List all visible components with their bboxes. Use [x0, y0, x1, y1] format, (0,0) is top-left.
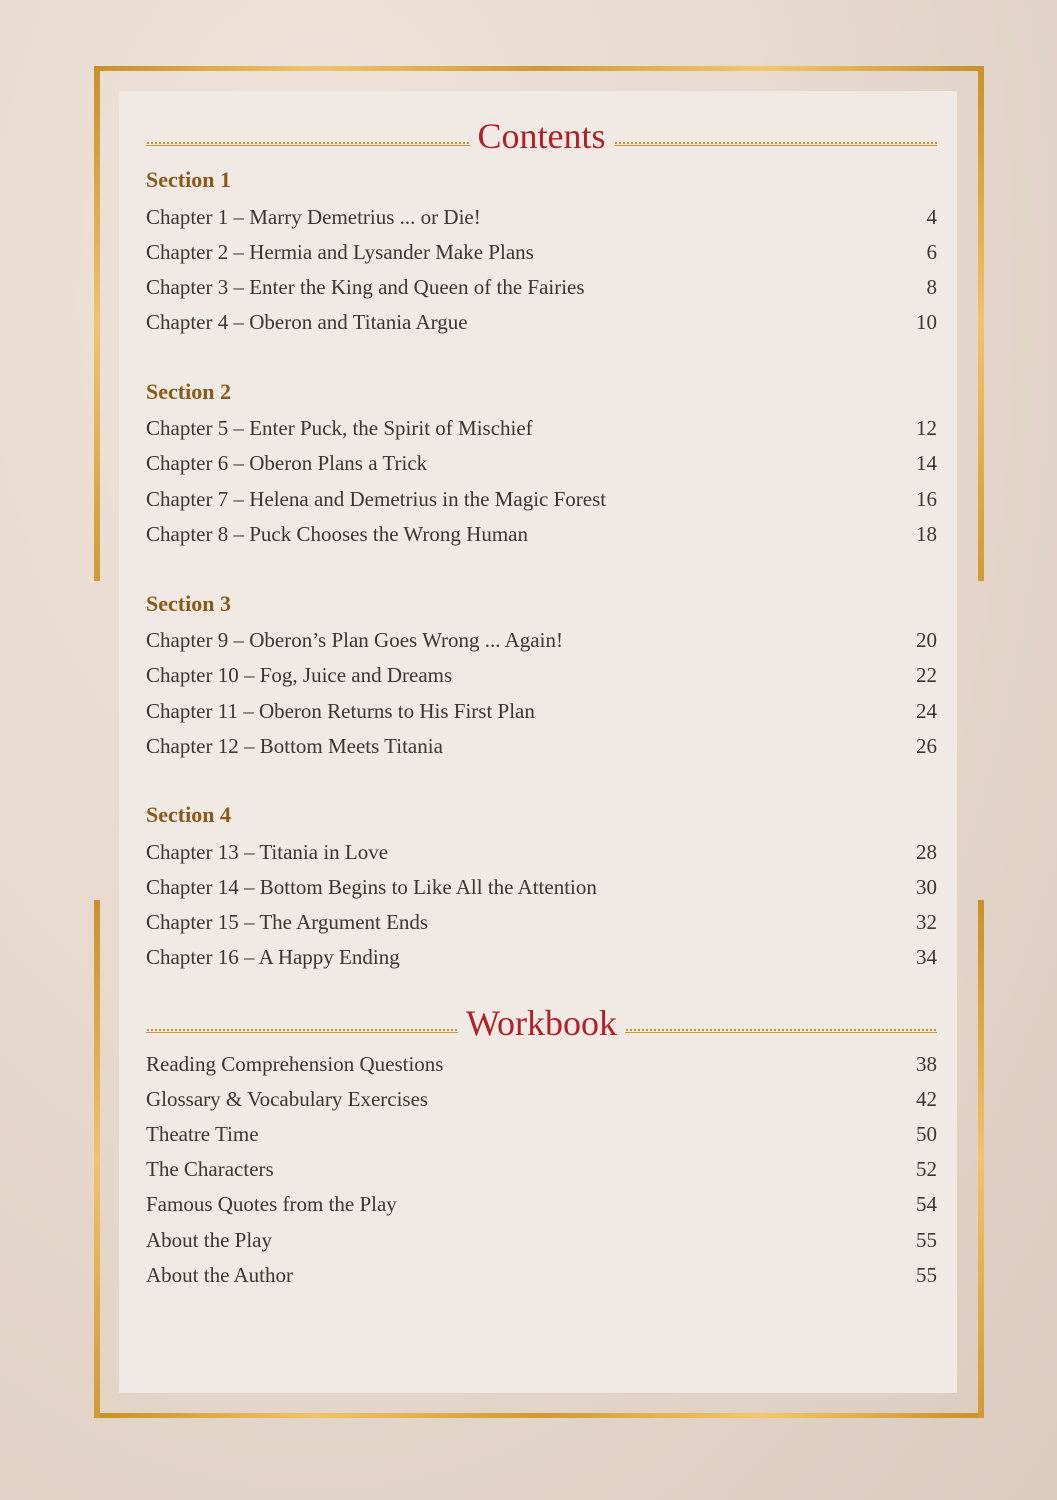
workbook-entry[interactable] — [146, 1154, 937, 1184]
entry-label: Chapter 6 – Oberon Plans a Trick — [146, 450, 428, 475]
entry-page: 32 — [916, 909, 937, 934]
toc-entry[interactable] — [146, 696, 937, 726]
entry-page: 54 — [916, 1191, 937, 1216]
entry-label: Chapter 14 – Bottom Begins to Like All the Attention — [146, 874, 597, 899]
contents-title: Contents — [477, 116, 606, 156]
entry-label: Chapter 11 – Oberon Returns to His First Plan — [146, 698, 535, 723]
entry-label: Chapter 3 – Enter the King and Queen of the Fairies — [146, 274, 585, 299]
entry-label: Chapter 7 – Helena and Demetrius in the Magic Forest — [146, 486, 607, 511]
entry-label: Chapter 1 – Marry Demetrius ... or Die! — [146, 204, 481, 229]
entry-label: About the Play — [146, 1227, 272, 1252]
toc-entry[interactable] — [146, 872, 937, 902]
entry-page: 14 — [916, 450, 937, 475]
contents-heading — [146, 111, 937, 161]
entry-label: About the Author — [146, 1262, 293, 1287]
entry-label: Glossary & Vocabulary Exercises — [146, 1086, 429, 1111]
entry-label: Chapter 8 – Puck Chooses the Wrong Human — [146, 521, 528, 546]
entry-page: 28 — [916, 839, 937, 864]
entry-page: 18 — [916, 521, 937, 546]
toc-entry[interactable] — [146, 272, 937, 302]
entry-page: 38 — [916, 1051, 937, 1076]
section-title: Section 4 — [146, 802, 231, 827]
entry-label: Chapter 2 – Hermia and Lysander Make Plans — [146, 239, 534, 264]
heading-rule-left — [146, 141, 470, 146]
entry-page: 30 — [916, 874, 937, 899]
entry-page: 50 — [916, 1121, 937, 1146]
entry-label: Famous Quotes from the Play — [146, 1191, 397, 1216]
toc-entry[interactable] — [146, 413, 937, 443]
section-title: Section 2 — [146, 379, 231, 404]
entry-page: 8 — [926, 274, 937, 299]
toc-entry[interactable] — [146, 448, 937, 478]
entry-page: 55 — [916, 1262, 937, 1287]
section-title: Section 3 — [146, 591, 231, 616]
toc-entry[interactable] — [146, 837, 937, 867]
toc-entry[interactable] — [146, 519, 937, 549]
entry-page: 24 — [916, 698, 937, 723]
entry-label: Chapter 13 – Titania in Love — [146, 839, 389, 864]
entry-label: Reading Comprehension Questions — [146, 1051, 444, 1076]
entry-label: The Characters — [146, 1156, 274, 1181]
toc-entry[interactable] — [146, 484, 937, 514]
toc-entry[interactable] — [146, 307, 937, 337]
frame-right-upper-border — [978, 66, 984, 581]
entry-page: 6 — [926, 239, 937, 264]
entry-label: Chapter 9 – Oberon’s Plan Goes Wrong ... Again! — [146, 627, 563, 652]
toc-entry[interactable] — [146, 625, 937, 655]
entry-page: 12 — [916, 415, 937, 440]
heading-rule-left — [146, 1028, 458, 1033]
toc-entry[interactable] — [146, 237, 937, 267]
entry-page: 26 — [916, 733, 937, 758]
entry-label: Chapter 10 – Fog, Juice and Dreams — [146, 662, 453, 687]
entry-page: 4 — [926, 204, 937, 229]
entry-page: 34 — [916, 944, 937, 969]
entry-page: 16 — [916, 486, 937, 511]
heading-rule-right — [625, 1028, 937, 1033]
toc-entry[interactable] — [146, 660, 937, 690]
heading-rule-right — [614, 141, 938, 146]
toc-entry[interactable] — [146, 942, 937, 972]
workbook-entry[interactable] — [146, 1119, 937, 1149]
workbook-heading — [146, 998, 937, 1048]
frame-left-lower-border — [94, 900, 100, 1418]
entry-label: Chapter 4 – Oberon and Titania Argue — [146, 309, 468, 334]
entry-page: 52 — [916, 1156, 937, 1181]
workbook-entry[interactable] — [146, 1049, 937, 1079]
entry-page: 20 — [916, 627, 937, 652]
toc-entry[interactable] — [146, 731, 937, 761]
section-title: Section 1 — [146, 167, 231, 192]
frame-right-lower-border — [978, 900, 984, 1418]
entry-label: Chapter 5 – Enter Puck, the Spirit of Mischief — [146, 415, 533, 440]
entry-page: 22 — [916, 662, 937, 687]
toc-entry[interactable] — [146, 202, 937, 232]
workbook-entry[interactable] — [146, 1189, 937, 1219]
workbook-entry[interactable] — [146, 1260, 937, 1290]
frame-left-upper-border — [94, 66, 100, 581]
frame-bottom-border — [94, 1413, 984, 1418]
toc-entry[interactable] — [146, 907, 937, 937]
workbook-title: Workbook — [465, 1003, 618, 1043]
entry-label: Theatre Time — [146, 1121, 259, 1146]
frame-top-border — [94, 66, 984, 71]
workbook-entry[interactable] — [146, 1225, 937, 1255]
entry-page: 55 — [916, 1227, 937, 1252]
workbook-entry[interactable] — [146, 1084, 937, 1114]
entry-label: Chapter 15 – The Argument Ends — [146, 909, 429, 934]
entry-label: Chapter 12 – Bottom Meets Titania — [146, 733, 443, 758]
entry-page: 42 — [916, 1086, 937, 1111]
entry-label: Chapter 16 – A Happy Ending — [146, 944, 400, 969]
entry-page: 10 — [916, 309, 937, 334]
